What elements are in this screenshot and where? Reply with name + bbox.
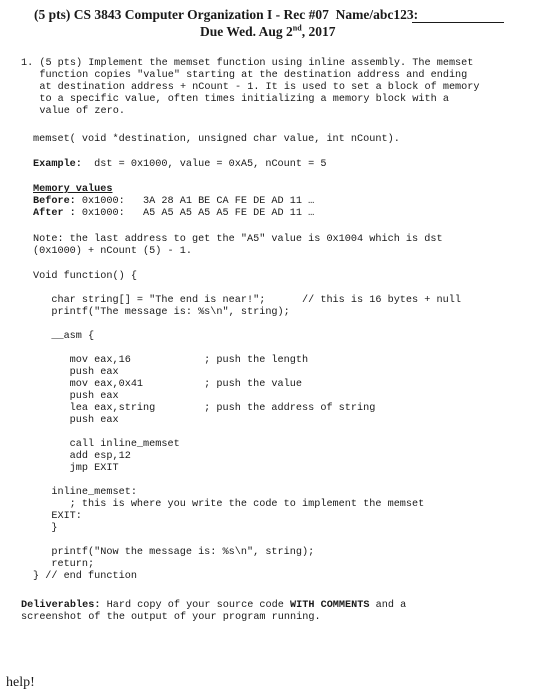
code-line-3: char string[] = "The end is near!"; // this is 16 bytes + null xyxy=(33,295,461,306)
name-label: Name/abc123: xyxy=(335,7,419,22)
code-line-19: inline_memset: xyxy=(33,487,137,498)
note-line-1: Note: the last address to get the "A5" value is 0x1004 which is dst xyxy=(33,234,443,245)
code-line-24: printf("Now the message is: %s\n", string); xyxy=(33,547,315,558)
code-line-11: push eax xyxy=(33,391,119,402)
intro-line-5: value of zero. xyxy=(21,106,125,117)
note-line-2: (0x1000) + nCount (5) - 1. xyxy=(33,246,192,257)
due-date xyxy=(200,24,335,40)
header-line1-row xyxy=(34,7,418,23)
deliverables-line-2: screenshot of the output of your program running. xyxy=(21,612,321,623)
memory-after-row xyxy=(33,208,314,220)
intro-line-1: 1. (5 pts) Implement the memset function using inline assembly. The memset xyxy=(21,58,474,69)
code-line-9: push eax xyxy=(33,367,119,378)
due-date-sup: nd xyxy=(292,23,302,33)
code-line-16: add esp,12 xyxy=(33,451,131,462)
help-text: help! xyxy=(6,675,35,690)
memory-before-row xyxy=(33,196,314,208)
before-label: Before: xyxy=(33,196,76,207)
due-date-year: , 2017 xyxy=(301,24,336,39)
after-label: After : xyxy=(33,208,76,219)
deliverables-with-comments: WITH COMMENTS xyxy=(290,600,370,611)
code-line-25: return; xyxy=(33,559,95,570)
code-line-6: __asm { xyxy=(33,331,95,342)
code-line-1: Void function() { xyxy=(33,271,137,282)
code-line-10: mov eax,0x41 ; push the value xyxy=(33,379,302,390)
example-row xyxy=(33,159,326,171)
example-label: Example: xyxy=(33,159,82,170)
intro-line-2: function copies "value" starting at the destination address and ending xyxy=(21,70,468,81)
deliverables-text-2: and a xyxy=(369,600,407,611)
before-bytes: 0x1000: 3A 28 A1 BE CA FE DE AD 11 … xyxy=(75,196,315,207)
code-line-12: lea eax,string ; push the address of string xyxy=(33,403,376,414)
due-date-text: Due Wed. Aug 2 xyxy=(200,24,293,39)
code-line-8: mov eax,16 ; push the length xyxy=(33,355,309,366)
memory-values-title: Memory values xyxy=(33,184,113,195)
code-line-20: ; this is where you write the code to implement the memset xyxy=(33,499,425,510)
deliverables-label: Deliverables: xyxy=(21,600,101,611)
deliverables-text-1: Hard copy of your source code xyxy=(100,600,291,611)
course-title: (5 pts) CS 3843 Computer Organization I - Rec #07 xyxy=(34,7,329,22)
code-line-15: call inline_memset xyxy=(33,439,180,450)
code-line-4: printf("The message is: %s\n", string); xyxy=(33,307,290,318)
name-blank-line xyxy=(412,22,504,23)
deliverables-line-1 xyxy=(21,600,406,612)
code-line-22: } xyxy=(33,523,58,534)
code-line-13: push eax xyxy=(33,415,119,426)
intro-line-4: to a specific value, often times initializing a memory block with a xyxy=(21,94,449,105)
code-line-17: jmp EXIT xyxy=(33,463,119,474)
code-line-21: EXIT: xyxy=(33,511,82,522)
memset-signature: memset( void *destination, unsigned char value, int nCount). xyxy=(33,134,400,145)
example-text: dst = 0x1000, value = 0xA5, nCount = 5 xyxy=(81,159,327,170)
code-line-26: } // end function xyxy=(33,571,137,582)
intro-line-3: at destination address + nCount - 1. It is used to set a block of memory xyxy=(21,82,480,93)
after-bytes: 0x1000: A5 A5 A5 A5 A5 FE DE AD 11 … xyxy=(75,208,315,219)
